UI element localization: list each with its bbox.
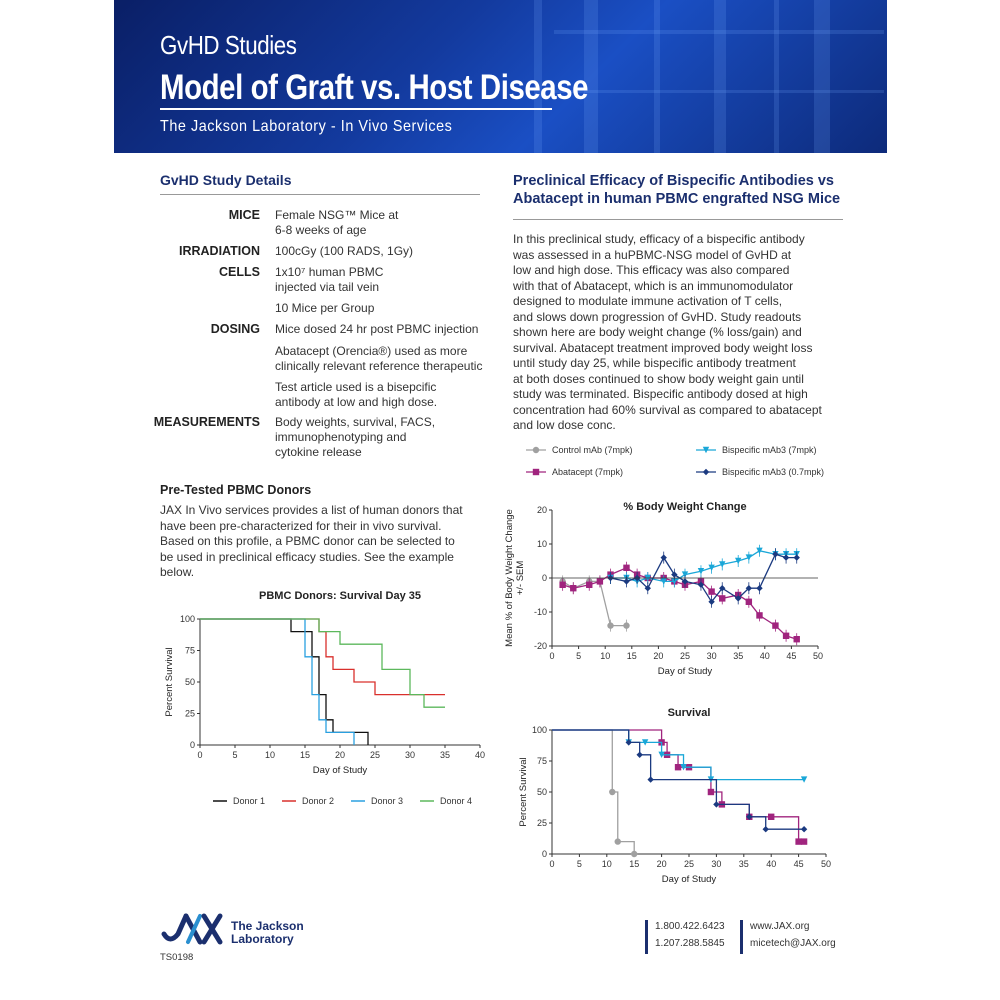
chart-title: % Body Weight Change xyxy=(623,501,747,513)
treatment-legend xyxy=(520,440,850,484)
y-tick-label: 100 xyxy=(179,614,195,624)
x-tick-label: 45 xyxy=(786,651,797,661)
x-tick-label: 0 xyxy=(549,859,555,869)
detail-text: Test article used is a bisepcific antibody at low and high dose. xyxy=(275,380,438,409)
data-point xyxy=(636,752,642,758)
x-tick-label: 50 xyxy=(820,859,832,869)
x-tick-label: 10 xyxy=(264,750,276,760)
phone-block xyxy=(655,918,725,952)
x-tick-label: 10 xyxy=(601,859,612,869)
x-tick-label: 40 xyxy=(474,750,486,760)
x-tick-label: 30 xyxy=(404,750,416,760)
y-tick-label: 25 xyxy=(184,708,195,719)
y-tick-label: -20 xyxy=(533,641,547,651)
data-point xyxy=(801,838,807,844)
x-tick-label: 25 xyxy=(683,859,695,869)
web-block xyxy=(750,918,836,952)
legend-label: Bispecific mAb3 (7mpk) xyxy=(722,445,817,455)
y-tick-label: 0 xyxy=(189,740,195,750)
x-tick-label: 10 xyxy=(600,651,611,661)
y-axis-label: +/- SEM xyxy=(515,560,526,596)
data-point xyxy=(708,789,714,795)
detail-label: IRRADIATION xyxy=(178,244,260,258)
header-banner xyxy=(114,0,887,153)
data-point xyxy=(675,764,681,770)
legend-label: Control mAb (7mpk) xyxy=(552,445,633,455)
detail-text: Body weights, survival, FACS, immunophenotyping and cytokine release xyxy=(275,415,436,459)
y-axis-label: Percent Survival xyxy=(518,757,529,827)
donors-heading: Pre-Tested PBMC Donors xyxy=(160,483,312,497)
banner-divider xyxy=(160,108,552,110)
y-tick-label: 0 xyxy=(541,849,547,859)
jax-logo-icon xyxy=(160,912,226,946)
contact-divider xyxy=(645,920,648,954)
data-point xyxy=(763,826,769,832)
x-tick-label: 20 xyxy=(334,750,346,760)
data-point xyxy=(795,838,801,844)
efficacy-paragraph: In this preclinical study, efficacy of a bispecific antibody was assessed in a huPBMC-NSG model of GvHD at low and high dose. This efficacy was also compared with that of Abatacept, which is an immunomodulator designed to modulate immune activation of T cells, and slows down progression of GvHD. Study readouts shown here are body weight change (% loss/gain) and survival. Abatacept treatment improved body weight loss until study day 25, while bispecific antibody treatment at both doses continued to show body weight gain until study was terminated. Bispecific antibody dosed at high concentration had 60% survival as compared to abatacept and low dose conc. xyxy=(513,232,822,432)
data-point xyxy=(647,776,653,782)
x-tick-label: 20 xyxy=(656,859,667,869)
series-line xyxy=(552,730,804,780)
x-tick-label: 5 xyxy=(232,750,238,760)
efficacy-divider xyxy=(513,219,843,220)
detail-text: Female NSG™ Mice at 6-8 weeks of age xyxy=(275,208,399,237)
x-tick-label: 15 xyxy=(626,651,637,661)
x-tick-label: 25 xyxy=(369,750,381,760)
series-line xyxy=(200,619,368,745)
y-tick-label: 25 xyxy=(536,818,547,828)
legend-label: Abatacept (7mpk) xyxy=(552,467,624,477)
email-link[interactable]: micetech@JAX.org xyxy=(750,938,836,949)
x-tick-label: 20 xyxy=(653,651,664,661)
legend-label: Donor 4 xyxy=(440,796,473,806)
x-tick-label: 35 xyxy=(738,859,749,869)
series-line xyxy=(200,619,354,745)
x-tick-label: 35 xyxy=(439,750,451,760)
x-tick-label: 5 xyxy=(576,651,582,661)
x-axis-label: Day of Study xyxy=(661,874,717,885)
phone-number[interactable]: 1.207.288.5845 xyxy=(655,938,725,949)
x-tick-label: 30 xyxy=(711,859,722,869)
detail-label: MICE xyxy=(228,208,260,222)
y-tick-label: 75 xyxy=(184,645,195,656)
logo-wordmark: The Jackson Laboratory xyxy=(231,919,304,946)
x-tick-label: 15 xyxy=(629,859,640,869)
detail-text: Abatacept (Orencia®) used as more clinically relevant reference therapeutic xyxy=(275,344,483,373)
data-point xyxy=(631,851,637,857)
y-tick-label: 20 xyxy=(536,505,547,515)
legend-label: Donor 3 xyxy=(371,796,404,806)
y-tick-label: 100 xyxy=(531,725,547,735)
x-tick-label: 5 xyxy=(576,859,582,869)
treatment-survival-chart xyxy=(510,702,840,897)
legend-label: Donor 1 xyxy=(233,796,266,806)
banner-title: Model of Graft vs. Host Disease xyxy=(160,68,589,107)
banner-organization: The Jackson Laboratory - In Vivo Services xyxy=(160,118,453,135)
detail-text: 1x10⁷ human PBMC injected via tail vein xyxy=(275,265,384,294)
contact-divider xyxy=(740,920,743,954)
x-tick-label: 50 xyxy=(812,651,824,661)
detail-text: 100cGy (100 RADS, 1Gy) xyxy=(275,244,414,258)
data-point xyxy=(768,814,774,820)
website-link[interactable]: www.JAX.org xyxy=(750,921,810,932)
data-point xyxy=(615,838,621,844)
detail-text: Mice dosed 24 hr post PBMC injection xyxy=(275,322,479,336)
y-tick-label: 50 xyxy=(184,677,195,687)
series-line xyxy=(552,730,634,854)
legend-label: Bispecific mAb3 (0.7mpk) xyxy=(722,467,825,477)
data-point xyxy=(609,789,615,795)
y-tick-label: 75 xyxy=(536,756,547,766)
y-axis-label: Mean % of Body Weight Change xyxy=(504,509,515,647)
details-heading: GvHD Study Details xyxy=(160,172,292,188)
donor-survival-chart xyxy=(158,585,493,815)
y-tick-label: 10 xyxy=(536,539,547,549)
detail-label: MEASUREMENTS xyxy=(153,415,260,429)
x-tick-label: 25 xyxy=(679,651,691,661)
efficacy-heading: Preclinical Efficacy of Bispecific Antibodies vs Abatacept in human PBMC engrafted NSG Mice xyxy=(513,173,841,207)
legend-label: Donor 2 xyxy=(302,796,335,806)
x-tick-label: 0 xyxy=(197,750,203,760)
y-tick-label: -10 xyxy=(533,607,547,617)
y-axis-label: Percent Survival xyxy=(164,647,175,717)
detail-label: CELLS xyxy=(219,265,260,279)
data-point xyxy=(801,826,807,832)
chart-title: PBMC Donors: Survival Day 35 xyxy=(259,590,421,602)
details-divider xyxy=(160,194,480,195)
x-tick-label: 15 xyxy=(299,750,311,760)
chart-title: Survival xyxy=(667,707,711,719)
x-tick-label: 45 xyxy=(793,859,804,869)
donors-paragraph: JAX In Vivo services provides a list of human donors that have been pre-characterized for their in vivo survival. Based on this profile, a PBMC donor can be selected to be used in preclinical efficacy studies. See the example below. xyxy=(160,503,463,579)
detail-text: 10 Mice per Group xyxy=(275,301,375,315)
x-axis-label: Day of Study xyxy=(657,666,713,677)
y-tick-label: 50 xyxy=(536,787,547,797)
x-axis-label: Day of Study xyxy=(312,765,368,776)
legend-marker xyxy=(533,469,539,475)
document-code: TS0198 xyxy=(160,952,194,963)
phone-number[interactable]: 1.800.422.6423 xyxy=(655,921,725,932)
x-tick-label: 0 xyxy=(549,651,555,661)
x-tick-label: 30 xyxy=(706,651,717,661)
series-line xyxy=(200,619,445,695)
legend-marker xyxy=(703,469,709,475)
detail-label: DOSING xyxy=(210,322,260,336)
legend-marker xyxy=(533,447,539,453)
x-tick-label: 35 xyxy=(733,651,744,661)
x-tick-label: 40 xyxy=(759,651,770,661)
x-tick-label: 40 xyxy=(766,859,777,869)
banner-subtitle: GvHD Studies xyxy=(160,30,297,60)
data-point xyxy=(713,801,719,807)
y-tick-label: 0 xyxy=(541,573,547,583)
body-weight-chart xyxy=(500,496,840,691)
